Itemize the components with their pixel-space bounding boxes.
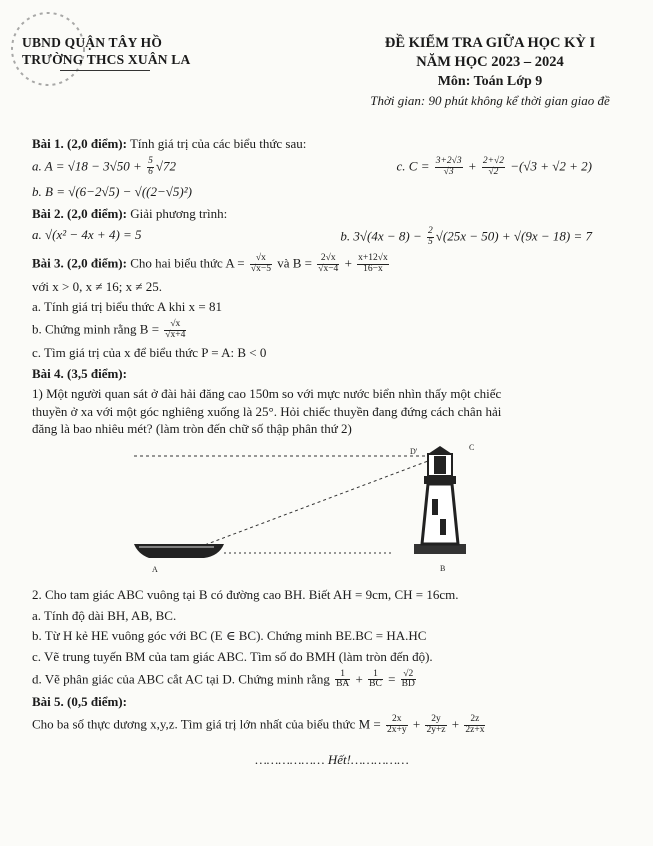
bai3-a: a. Tính giá trị biểu thức A khi x = 81 xyxy=(32,299,222,315)
bai1-c: c. C = $\frac{3+2√3}{√3}$ + $\frac{2+√2}{√2}$ −(√3 + √2 + 2) xyxy=(396,155,592,177)
bai1-title: Bài 1. (2,0 điểm): Tính giá trị của các biểu thức sau: xyxy=(32,136,307,151)
label-c: C xyxy=(469,444,475,452)
time-limit: Thời gian: 90 phút không kể thời gian giao đề xyxy=(370,93,610,108)
header-rule xyxy=(60,70,150,71)
bai1-a: a. A = √18 − 3√50 + $\frac{5}{6}$ √72 xyxy=(32,155,176,177)
end-marker: ……………… Hết!…………… xyxy=(255,752,409,767)
bai4-p1: 1) Một người quan sát ở đài hải đăng cao 150m so với mực nước biển nhìn thấy một chiếc xyxy=(32,386,502,402)
bai4-q2a: a. Tính độ dài BH, AB, BC. xyxy=(32,607,177,623)
bai1-ac xyxy=(32,157,632,178)
bai4-q2c: c. Vẽ trung tuyến BM của tam giác ABC. Tìm số đo BMH (làm tròn đến độ). xyxy=(32,648,433,664)
bai2-ab xyxy=(32,227,632,248)
subject: Môn: Toán Lớp 9 xyxy=(437,74,543,90)
exam-title: ĐỀ KIỂM TRA GIỮA HỌC KỲ I xyxy=(384,35,596,51)
bai3-b: b. Chứng minh rằng B = $\frac{√x}{√x+4}$ xyxy=(32,318,186,340)
bai2-a: a. √(x² − 4x + 4) = 5 xyxy=(32,226,142,242)
boat-icon xyxy=(134,544,224,558)
bai2-b: b. 3√(4x − 8) − $\frac{2}{5}$ √(25x − 50) + √(9x − 18) = 7 xyxy=(340,225,592,247)
school-year: NĂM HỌC 2023 – 2024 xyxy=(416,53,564,70)
bai5-text: Cho ba số thực dương x,y,z. Tìm giá trị lớn nhất của biểu thức M = $\frac{2x}{2x+y}$ + $\frac{2y}{2y+z}$ + $\frac{2z}{2z+x}$ xyxy=(32,714,485,736)
bai3-condition: với x > 0, x ≠ 16; x ≠ 25. xyxy=(32,278,162,294)
exam-body xyxy=(32,136,632,769)
district-name: UBND QUẬN TÂY HỒ xyxy=(22,35,163,50)
bai5-title: Bài 5. (0,5 điểm): xyxy=(32,694,127,710)
label-a: A xyxy=(152,565,158,574)
bai4-q2b: b. Từ H kẻ HE vuông góc với BC (E ∈ BC). Chứng minh BE.BC = HA.HC xyxy=(32,628,427,644)
bai4-title: Bài 4. (3,5 điểm): xyxy=(32,365,127,381)
lighthouse-icon xyxy=(414,446,466,554)
bai3-title: Bài 3. (2,0 điểm): Cho hai biểu thức A = $\frac{√x}{√x-5}$ và B = $\frac{2√x}{√x-4}$ + $\frac{x+12√x}{16-x}$ xyxy=(32,252,388,274)
lighthouse-figure xyxy=(94,444,514,579)
bai3-c: c. Tìm giá trị của x để biểu thức P = A: B < 0 xyxy=(32,344,267,360)
bai4-p3: đăng là bao nhiêu mét? (làm tròn đến chữ số thập phân thứ 2) xyxy=(32,421,352,437)
bai1-b: b. B = √(6−2√5) − √((2−√5)²) xyxy=(32,183,192,199)
bai4-q2: 2. Cho tam giác ABC vuông tại B có đường cao BH. Biết AH = 9cm, CH = 16cm. xyxy=(32,587,459,602)
exam-header xyxy=(345,34,635,110)
bai4-p2: thuyền ở xa với một góc nghiêng xuống là 25°. Hỏi chiếc thuyền đang đứng cách chân hải xyxy=(32,403,502,419)
label-b: B xyxy=(440,564,446,573)
label-d: D' xyxy=(410,447,418,456)
school-header xyxy=(22,34,190,69)
school-name: TRƯỜNG THCS XUÂN LA xyxy=(22,52,191,68)
bai2-title: Bài 2. (2,0 điểm): Giải phương trình: xyxy=(32,206,228,222)
bai4-q2d: d. Vẽ phân giác của ABC cắt AC tại D. Chứng minh rằng $\frac{1}{BA}$ + $\frac{1}{BC}$ = $\frac{√2}{BD}$ xyxy=(32,668,415,690)
